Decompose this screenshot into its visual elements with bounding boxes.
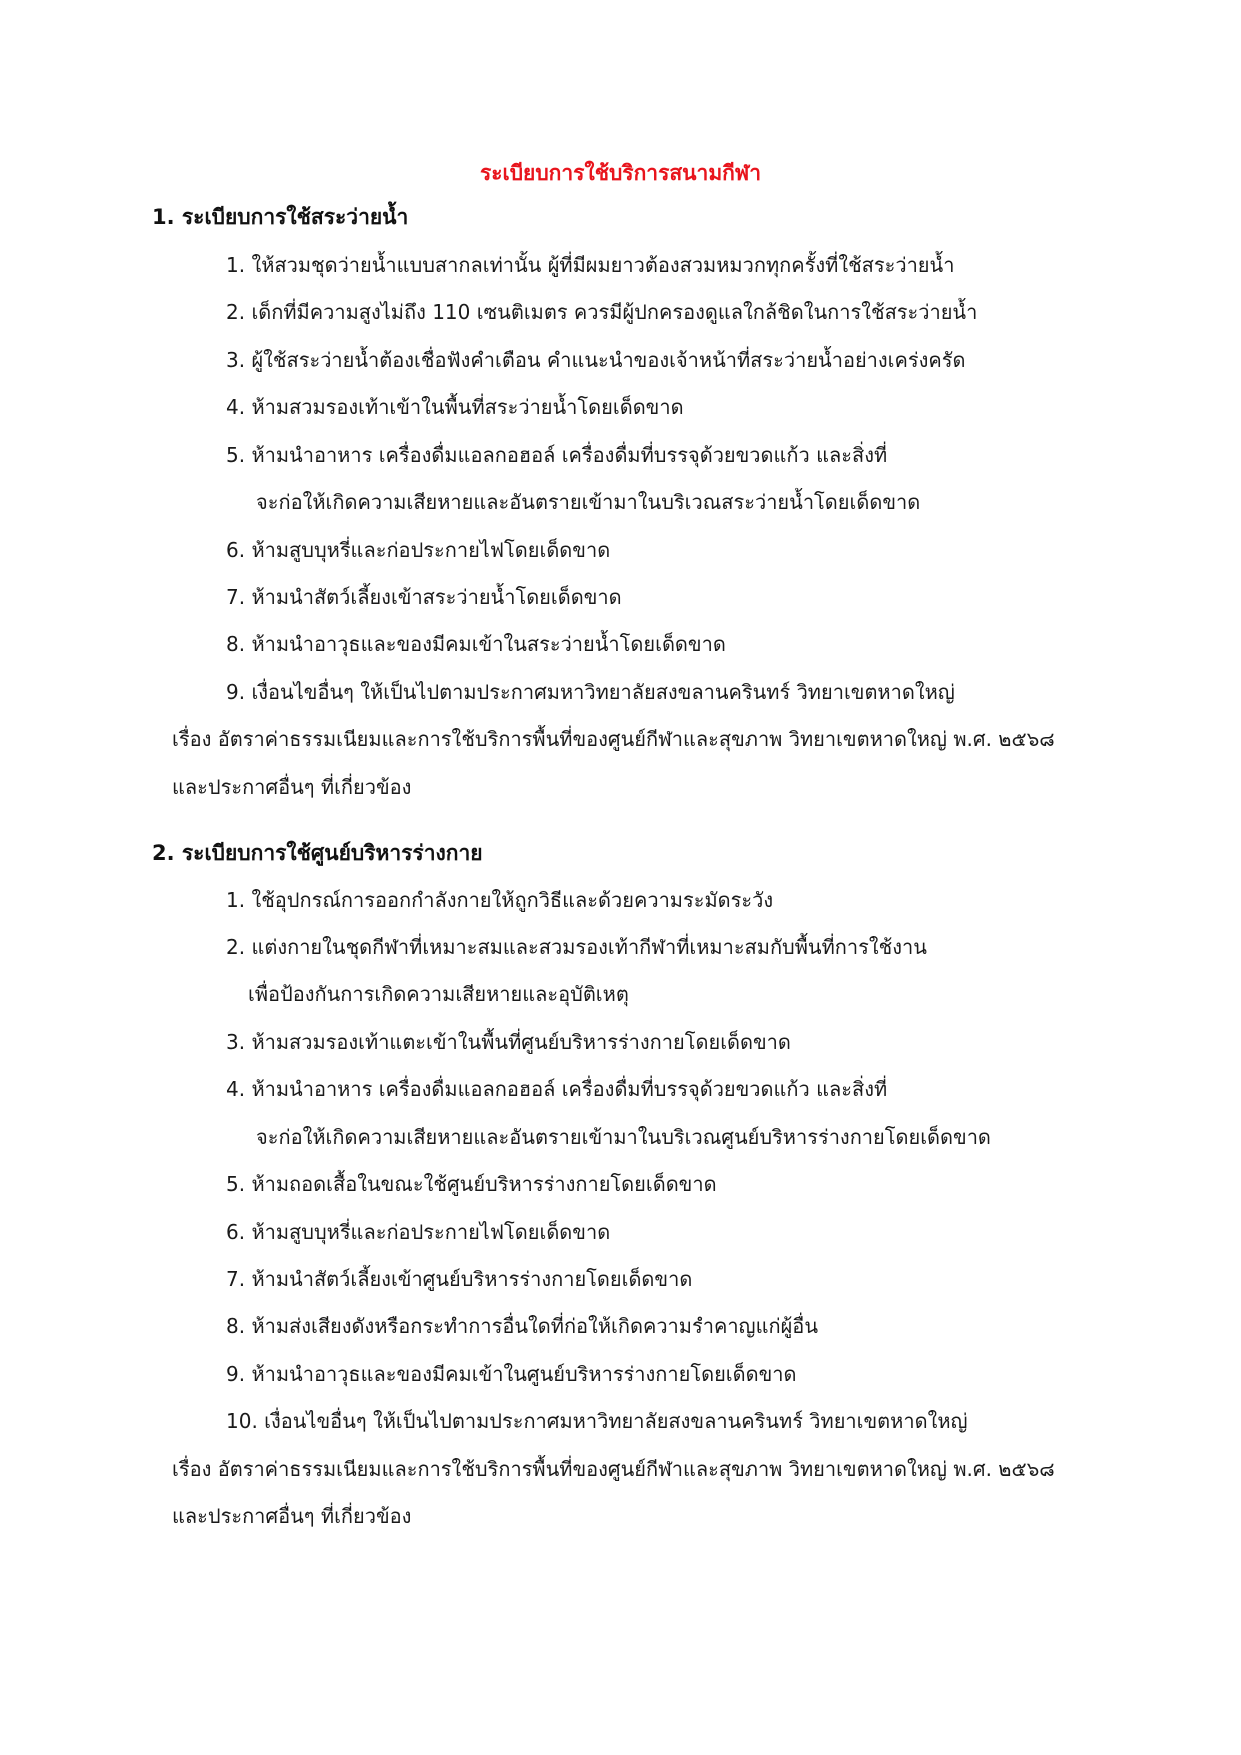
- fitness-rule-6: 6. ห้ามสูบบุหรี่และก่อประกายไฟโดยเด็ดขาด: [226, 1220, 611, 1244]
- pool-rule-5-continued: จะก่อให้เกิดความเสียหายและอันตรายเข้ามาในบริเวณสระว่ายน้ำโดยเด็ดขาด: [256, 490, 921, 514]
- pool-rule-9-continued: เรื่อง อัตราค่าธรรมเนียมและการใช้บริการพื้นที่ของศูนย์กีฬาและสุขภาพ วิทยาเขตหาดใหญ่ พ.ศ. ๒๕๖๘: [172, 727, 1055, 751]
- pool-rule-6: 6. ห้ามสูบบุหรี่และก่อประกายไฟโดยเด็ดขาด: [226, 538, 611, 562]
- fitness-rule-7: 7. ห้ามนำสัตว์เลี้ยงเข้าศูนย์บริหารร่างกายโดยเด็ดขาด: [226, 1267, 693, 1291]
- fitness-rule-2: 2. แต่งกายในชุดกีฬาที่เหมาะสมและสวมรองเท้ากีฬาที่เหมาะสมกับพื้นที่การใช้งาน: [226, 935, 927, 959]
- fitness-rule-10-continued-2: และประกาศอื่นๆ ที่เกี่ยวข้อง: [172, 1504, 412, 1528]
- fitness-rule-10: 10. เงื่อนไขอื่นๆ ให้เป็นไปตามประกาศมหาวิทยาลัยสงขลานครินทร์ วิทยาเขตหาดใหญ่: [226, 1409, 968, 1433]
- pool-rule-7: 7. ห้ามนำสัตว์เลี้ยงเข้าสระว่ายน้ำโดยเด็ดขาด: [226, 585, 622, 609]
- pool-rule-8: 8. ห้ามนำอาวุธและของมีคมเข้าในสระว่ายน้ำโดยเด็ดขาด: [226, 632, 726, 656]
- pool-rule-3: 3. ผู้ใช้สระว่ายน้ำต้องเชื่อฟังคำเตือน คำแนะนำของเจ้าหน้าที่สระว่ายน้ำอย่างเคร่งครัด: [226, 348, 966, 372]
- section-heading-fitness: 2. ระเบียบการใช้ศูนย์บริหารร่างกาย: [152, 841, 483, 865]
- pool-rule-1: 1. ให้สวมชุดว่ายน้ำแบบสากลเท่านั้น ผู้ที่มีผมยาวต้องสวมหมวกทุกครั้งที่ใช้สระว่ายน้ำ: [226, 253, 955, 277]
- pool-rule-9: 9. เงื่อนไขอื่นๆ ให้เป็นไปตามประกาศมหาวิทยาลัยสงขลานครินทร์ วิทยาเขตหาดใหญ่: [226, 680, 955, 704]
- fitness-rule-5: 5. ห้ามถอดเสื้อในขณะใช้ศูนย์บริหารร่างกายโดยเด็ดขาด: [226, 1172, 717, 1196]
- fitness-rule-3: 3. ห้ามสวมรองเท้าแตะเข้าในพื้นที่ศูนย์บริหารร่างกายโดยเด็ดขาด: [226, 1030, 791, 1054]
- fitness-rule-4: 4. ห้ามนำอาหาร เครื่องดื่มแอลกอฮอล์ เครื่องดื่มที่บรรจุด้วยขวดแก้ว และสิ่งที่: [226, 1077, 888, 1101]
- pool-rule-2: 2. เด็กที่มีความสูงไม่ถึง 110 เซนติเมตร ควรมีผู้ปกครองดูแลใกล้ชิดในการใช้สระว่ายน้ำ: [226, 300, 978, 324]
- pool-rule-9-continued-2: และประกาศอื่นๆ ที่เกี่ยวข้อง: [172, 775, 412, 799]
- fitness-rule-8: 8. ห้ามส่งเสียงดังหรือกระทำการอื่นใดที่ก่อให้เกิดความรำคาญแก่ผู้อื่น: [226, 1314, 818, 1338]
- pool-rule-5: 5. ห้ามนำอาหาร เครื่องดื่มแอลกอฮอล์ เครื่องดื่มที่บรรจุด้วยขวดแก้ว และสิ่งที่: [226, 443, 888, 467]
- pool-rule-4: 4. ห้ามสวมรองเท้าเข้าในพื้นที่สระว่ายน้ำโดยเด็ดขาด: [226, 395, 684, 419]
- fitness-rule-9: 9. ห้ามนำอาวุธและของมีคมเข้าในศูนย์บริหารร่างกายโดยเด็ดขาด: [226, 1362, 797, 1386]
- fitness-rule-4-continued: จะก่อให้เกิดความเสียหายและอันตรายเข้ามาในบริเวณศูนย์บริหารร่างกายโดยเด็ดขาด: [256, 1125, 991, 1149]
- document-title: ระเบียบการใช้บริการสนามกีฬา: [479, 161, 762, 185]
- section-heading-pool: 1. ระเบียบการใช้สระว่ายน้ำ: [152, 205, 409, 229]
- fitness-rule-1: 1. ใช้อุปกรณ์การออกกำลังกายให้ถูกวิธีและด้วยความระมัดระวัง: [226, 888, 774, 912]
- fitness-rule-10-continued: เรื่อง อัตราค่าธรรมเนียมและการใช้บริการพื้นที่ของศูนย์กีฬาและสุขภาพ วิทยาเขตหาดใหญ่ พ.ศ. ๒๕๖๘: [172, 1457, 1055, 1481]
- fitness-rule-2-continued: เพื่อป้องกันการเกิดความเสียหายและอุบัติเหตุ: [248, 982, 629, 1006]
